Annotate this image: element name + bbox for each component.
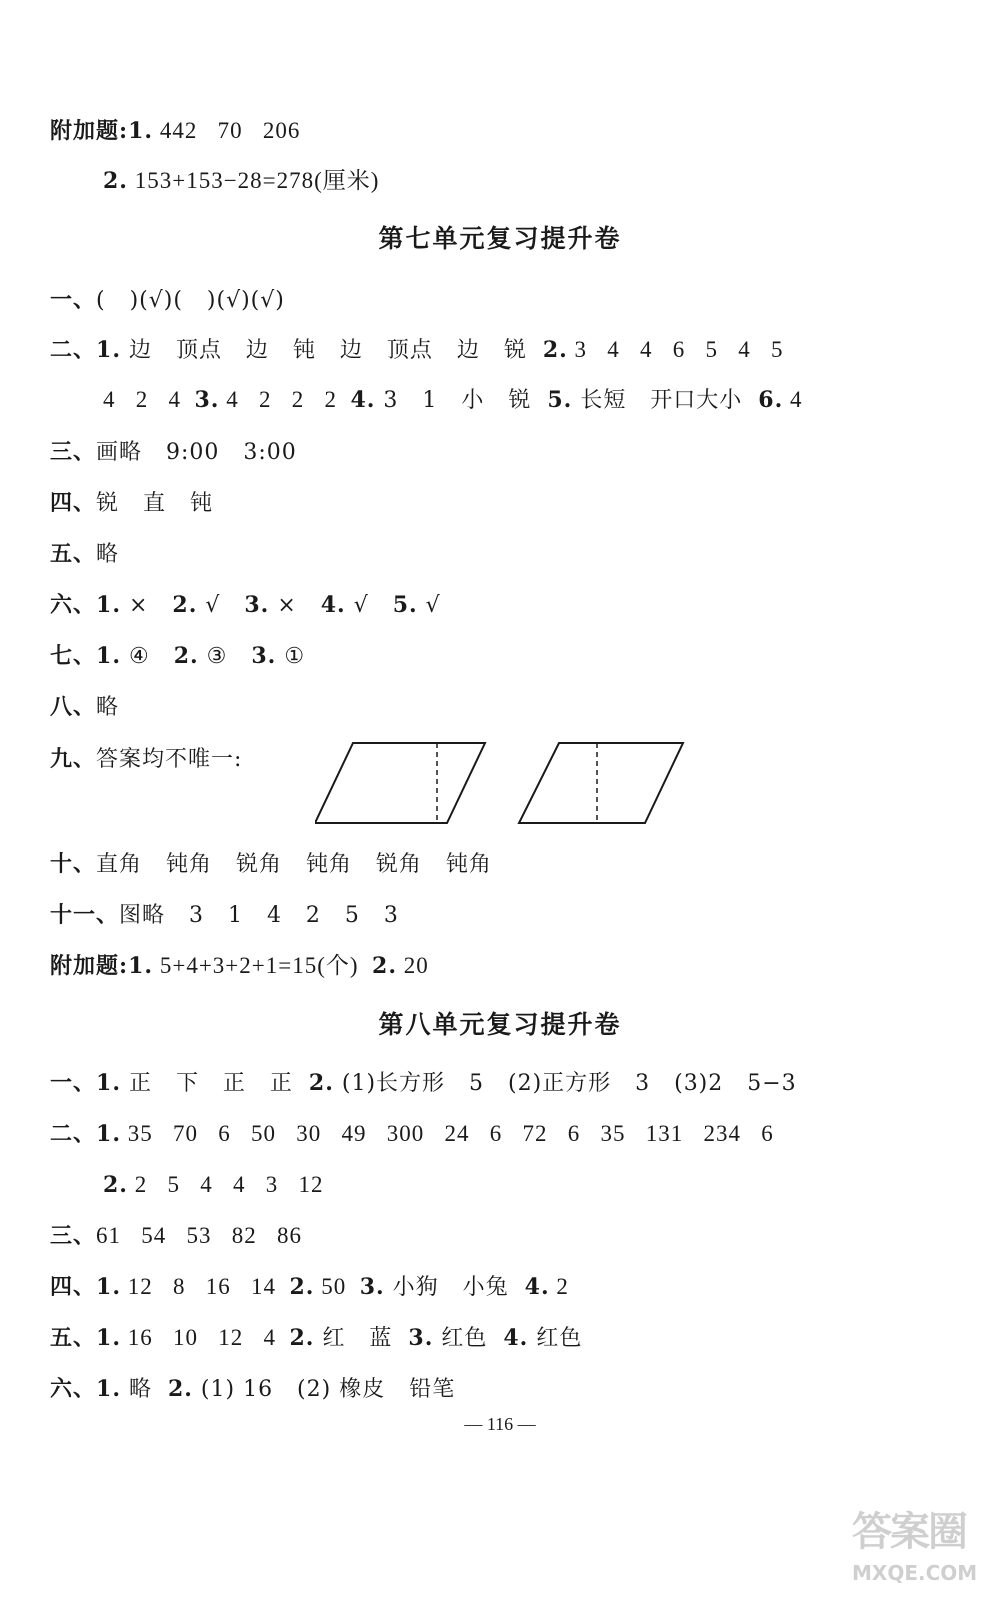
watermark-bottom: MXQE.COM — [852, 1561, 978, 1585]
q-number: 4. — [350, 387, 376, 413]
section-label: 十一、 — [50, 902, 120, 928]
answer-text: 4 2 4 — [103, 387, 195, 412]
answer-text: 正 下 正 正 — [120, 1071, 309, 1096]
answer-text: 12 8 16 14 — [120, 1274, 290, 1299]
q-number: 5. — [392, 592, 418, 618]
q-number: 2. — [103, 1172, 128, 1198]
answer-text: 50 — [314, 1274, 360, 1299]
unit8-s2-cont — [103, 1170, 323, 1201]
answer-text: 61 54 53 82 86 — [96, 1223, 303, 1248]
section-label: 五、 — [50, 541, 97, 567]
q-number: 1. — [128, 953, 154, 979]
section-label: 一、 — [50, 1070, 97, 1096]
q-number: 4. — [524, 1274, 550, 1300]
answer-text: 红色 — [433, 1326, 504, 1351]
answer-text: 图略 3 1 4 2 5 3 — [119, 903, 399, 928]
answer-text: 锐 直 钝 — [96, 491, 213, 516]
q-number: 2. — [542, 337, 568, 363]
unit7-s6 — [50, 590, 441, 621]
unit8-s5 — [50, 1323, 582, 1354]
parallelogram-figure-2 — [519, 743, 683, 823]
answer-text: × — [120, 593, 173, 618]
section-label: 六、 — [50, 1376, 97, 1402]
answer-text: 答案均不唯一: — [96, 747, 243, 772]
fujia-top-line-1 — [50, 116, 300, 147]
unit8-title: 第八单元复习提升卷 — [378, 1010, 622, 1039]
answer-text: √ — [197, 593, 245, 618]
answer-text: 小狗 小兔 — [384, 1275, 525, 1300]
answer-text: 35 70 6 50 30 49 300 24 6 72 6 35 131 234 6 — [120, 1121, 774, 1146]
watermark-top: 答案圈 — [852, 1509, 966, 1555]
q-number: 2. — [103, 168, 128, 194]
answer-text: 画略 9:00 3:00 — [96, 440, 297, 465]
answer-text: × — [269, 593, 321, 618]
fujia-top-line-2 — [103, 166, 379, 197]
fujia-label: 附加题: — [50, 953, 129, 979]
answer-text: 4 2 2 2 — [219, 387, 351, 412]
q-number: 2. — [289, 1325, 315, 1351]
answer-text: 442 70 206 — [153, 118, 301, 143]
q-number: 1. — [96, 592, 121, 618]
unit7-s10 — [50, 849, 492, 880]
q-number: 2. — [289, 1274, 315, 1300]
answer-text: ④ — [120, 644, 174, 669]
q-number: 2. — [167, 1376, 193, 1402]
section-label: 四、 — [50, 1274, 97, 1300]
answer-text: ③ — [198, 644, 252, 669]
section-label: 七、 — [50, 643, 97, 669]
answer-text: 略 — [120, 1377, 168, 1402]
unit7-s5 — [50, 539, 119, 570]
q-number: 1. — [96, 1121, 121, 1147]
unit7-title: 第七单元复习提升卷 — [378, 224, 622, 253]
answer-text: 20 — [397, 953, 429, 978]
q-number: 3. — [251, 643, 277, 669]
page-number: — 116 — — [464, 1414, 536, 1434]
q-number: 3. — [408, 1325, 434, 1351]
q-number: 3. — [359, 1274, 385, 1300]
section-label: 九、 — [50, 746, 97, 772]
unit7-fujia — [50, 951, 429, 982]
answer-text: √ — [417, 593, 441, 618]
unit7-s3 — [50, 437, 297, 468]
section-label: 二、 — [50, 1121, 97, 1147]
answer-text: 略 — [96, 542, 120, 567]
parallelogram-figures — [315, 737, 695, 829]
section-label: 一、 — [50, 287, 97, 313]
q-number: 1. — [96, 1376, 121, 1402]
q-number: 3. — [194, 387, 220, 413]
unit7-s7 — [50, 641, 305, 672]
section-label: 六、 — [50, 592, 97, 618]
answer-text: 直角 钝角 锐角 钝角 锐角 钝角 — [96, 852, 492, 877]
answer-text: 红色 — [528, 1326, 583, 1351]
unit7-s8 — [50, 692, 119, 723]
unit7-s2 — [50, 335, 784, 366]
q-number: 2. — [372, 953, 397, 979]
answer-text: 红 蓝 — [314, 1326, 409, 1351]
q-number: 4. — [503, 1325, 529, 1351]
parallelogram-figure-1 — [315, 743, 485, 823]
answer-text: 3 1 小 锐 — [375, 388, 548, 413]
section-label: 四、 — [50, 490, 97, 516]
unit7-s2-cont — [103, 385, 803, 416]
q-number: 1. — [96, 1274, 121, 1300]
section-label: 二、 — [50, 337, 97, 363]
q-number: 2. — [308, 1070, 334, 1096]
section-label: 十、 — [50, 851, 97, 877]
unit7-s11 — [50, 900, 399, 931]
answer-text: 3 4 4 6 5 4 5 — [567, 337, 784, 362]
watermark-logo — [852, 1500, 978, 1590]
answer-text: 略 — [96, 695, 120, 720]
section-label: 三、 — [50, 439, 97, 465]
unit8-s6 — [50, 1374, 455, 1405]
answer-text: 5+4+3+2+1=15(个) — [153, 953, 373, 978]
unit8-s4 — [50, 1272, 569, 1303]
q-number: 6. — [758, 387, 784, 413]
unit8-s3 — [50, 1221, 302, 1252]
unit7-s9 — [50, 744, 242, 775]
answer-text: 2 — [549, 1274, 569, 1299]
answer-text: 2 5 4 4 3 12 — [127, 1172, 324, 1197]
q-number: 1. — [96, 337, 121, 363]
answer-text: (1)长方形 5 (2)正方形 3 (3)2 5−3 — [333, 1071, 797, 1096]
q-number: 1. — [128, 118, 154, 144]
q-number: 2. — [173, 643, 199, 669]
q-number: 3. — [244, 592, 270, 618]
fujia-label: 附加题: — [50, 118, 129, 144]
q-number: 4. — [320, 592, 346, 618]
unit8-s1 — [50, 1068, 797, 1099]
unit8-s2 — [50, 1119, 774, 1150]
answer-text: √ — [345, 593, 393, 618]
unit7-s1 — [50, 285, 285, 316]
answer-text: 16 10 12 4 — [120, 1325, 290, 1350]
answer-text: 4 — [783, 387, 803, 412]
q-number: 2. — [172, 592, 198, 618]
q-number: 5. — [547, 387, 573, 413]
section-label: 五、 — [50, 1325, 97, 1351]
answer-text: ( )(√)( )(√)(√) — [96, 288, 285, 313]
unit7-s4 — [50, 488, 213, 519]
answer-text: 边 顶点 边 钝 边 顶点 边 锐 — [120, 338, 543, 363]
answer-text: ① — [276, 644, 306, 669]
q-number: 1. — [96, 1325, 121, 1351]
answer-text: 长短 开口大小 — [572, 388, 759, 413]
section-label: 八、 — [50, 694, 97, 720]
q-number: 1. — [96, 1070, 121, 1096]
answer-text: (1) 16 (2) 橡皮 铅笔 — [192, 1377, 456, 1402]
q-number: 1. — [96, 643, 121, 669]
section-label: 三、 — [50, 1223, 97, 1249]
answer-text: 153+153−28=278(厘米) — [127, 168, 380, 193]
